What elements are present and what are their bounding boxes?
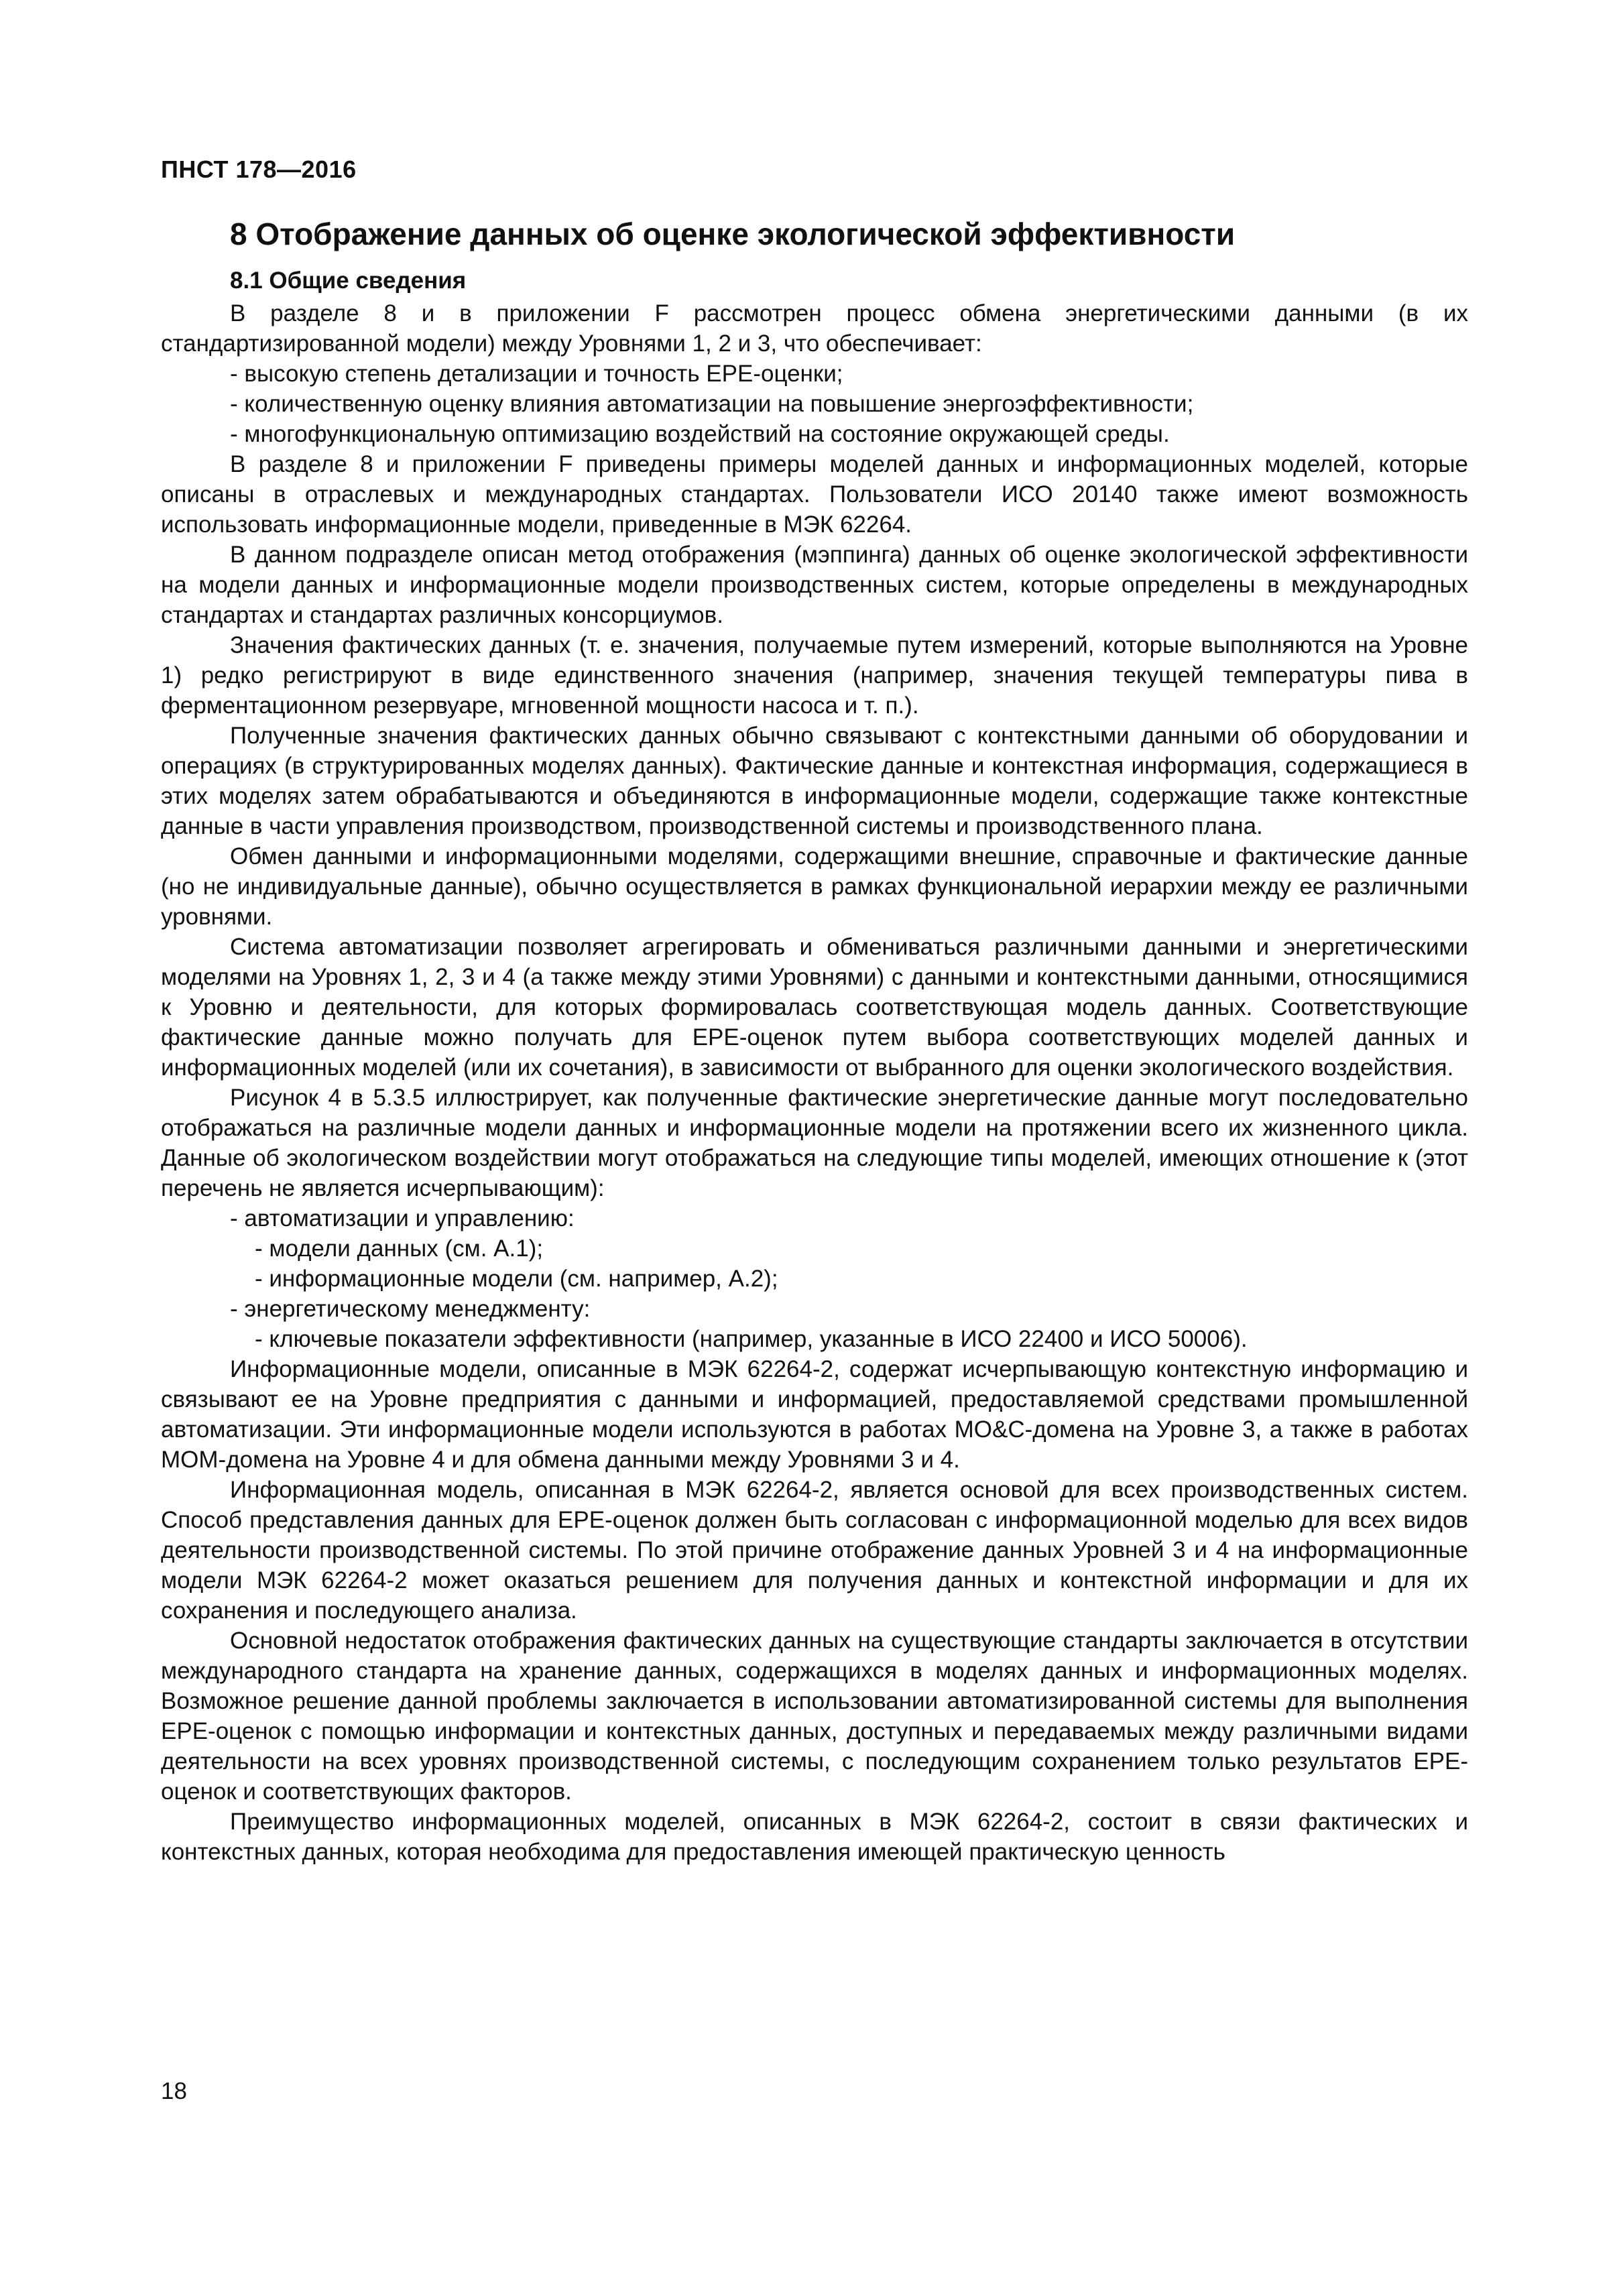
paragraph: Рисунок 4 в 5.3.5 иллюстрирует, как полученные фактические энергетические данные могут последовательно отображаться на различные модели данных и информационные модели на протяжении всего их жизненного цикла. Данные об экологическом воздействии могут отображаться на следующие типы моделей, имеющих отношение к (этот перечень не является исчерпывающим): [161, 1085, 1468, 1201]
list-item: - автоматизации и управлению: [230, 1205, 575, 1231]
paragraph: В разделе 8 и в приложении F рассмотрен процесс обмена энергетическими данными (в их стандартизированной модели) между Уровнями 1, 2 и 3, что обеспечивает: [161, 300, 1468, 357]
list-item: - энергетическому менеджменту: [230, 1296, 591, 1322]
list-item: - высокую степень детализации и точность EPE-оценки; [230, 361, 843, 387]
paragraph: Полученные значения фактических данных обычно связывают с контекстными данными об оборудовании и операциях (в структурированных моделях данных). Фактические данные и контекстная информация, содержащиеся в этих моделях затем обрабатываются и объединяются в информационные модели, содержащие также контекстные данные в части управления производством, производственной системы и производственного плана. [161, 723, 1468, 839]
paragraph: Преимущество информационных моделей, описанных в МЭК 62264-2, состоит в связи фактических и контекстных данных, которая необходима для предоставления имеющей практическую ценность [161, 1809, 1468, 1865]
paragraph: Обмен данными и информационными моделями, содержащими внешние, справочные и фактические данные (но не индивидуальные данные), обычно осуществляется в рамках функциональной иерархии между ее различными уровнями. [161, 843, 1468, 930]
page-number: 18 [161, 2078, 187, 2104]
paragraph: Значения фактических данных (т. е. значения, получаемые путем измерений, которые выполняются на Уровне 1) редко регистрируют в виде единственного значения (например, значения текущей температуры пива в ферментационном резервуаре, мгновенной мощности насоса и т. п.). [161, 632, 1468, 719]
paragraph: Система автоматизации позволяет агрегировать и обмениваться различными данными и энергетическими моделями на Уровнях 1, 2, 3 и 4 (а также между этими Уровнями) с данными и контекстными данными, относящимися к Уровню и деятельности, для которых формировалась соответствующая модель данных. Соответствующие фактические данные можно получать для EPE-оценок путем выбора соответствующих моделей данных и информационных моделей (или их сочетания), в зависимости от выбранного для оценки экологического воздействия. [161, 934, 1468, 1081]
list-item: - количественную оценку влияния автоматизации на повышение энергоэффективности; [230, 391, 1194, 417]
document-code: ПНСТ 178—2016 [161, 156, 357, 183]
list-item: - многофункциональную оптимизацию воздействий на состояние окружающей среды. [230, 421, 1170, 447]
paragraph: Основной недостаток отображения фактических данных на существующие стандарты заключается в отсутствии международного стандарта на хранение данных, содержащихся в моделях данных и информационных моделях. Возможное решение данной проблемы заключается в использовании автоматизированной системы для выполнения EPE-оценок с помощью информации и контекстных данных, доступных и передаваемых между различными видами деятельности на всех уровнях производственной системы, с последующим сохранением только результатов EPE-оценок и соответствующих факторов. [161, 1628, 1468, 1805]
list-subitem: - модели данных (см. А.1); [255, 1235, 544, 1262]
list-subitem: - ключевые показатели эффективности (например, указанные в ИСО 22400 и ИСО 50006). [255, 1326, 1248, 1352]
paragraph: В данном подразделе описан метод отображения (мэппинга) данных об оценке экологической эффективности на модели данных и информационные модели производственных систем, которые определены в международных стандартах и стандартах различных консорциумов. [161, 542, 1468, 628]
paragraph: Информационные модели, описанные в МЭК 62264-2, содержат исчерпывающую контекстную информацию и связывают ее на Уровне предприятия с данными и информацией, предоставляемой средствами промышленной автоматизации. Эти информационные модели используются в работах МО&С-домена на Уровне 3, а также в работах МОМ-домена на Уровне 4 и для обмена данными между Уровнями 3 и 4. [161, 1356, 1468, 1473]
list-subitem: - информационные модели (см. например, А.2); [255, 1266, 778, 1292]
paragraph: В разделе 8 и приложении F приведены примеры моделей данных и информационных моделей, которые описаны в отраслевых и международных стандартах. Пользователи ИСО 20140 также имеют возможность использовать информационные модели, приведенные в МЭК 62264. [161, 451, 1468, 538]
paragraph: Информационная модель, описанная в МЭК 62264-2, является основой для всех производственных систем. Способ представления данных для EPE-оценок должен быть согласован с информационной моделью для всех видов деятельности производственной системы. По этой причине отображение данных Уровней 3 и 4 на информационные модели МЭК 62264-2 может оказаться решением для получения данных и контекстной информации и для их сохранения и последующего анализа. [161, 1477, 1468, 1624]
page-content [161, 215, 1468, 1867]
subsection-title: 8.1 Общие сведения [230, 267, 467, 294]
section-title: 8 Отображение данных об оценке экологической эффективности [230, 217, 1236, 251]
